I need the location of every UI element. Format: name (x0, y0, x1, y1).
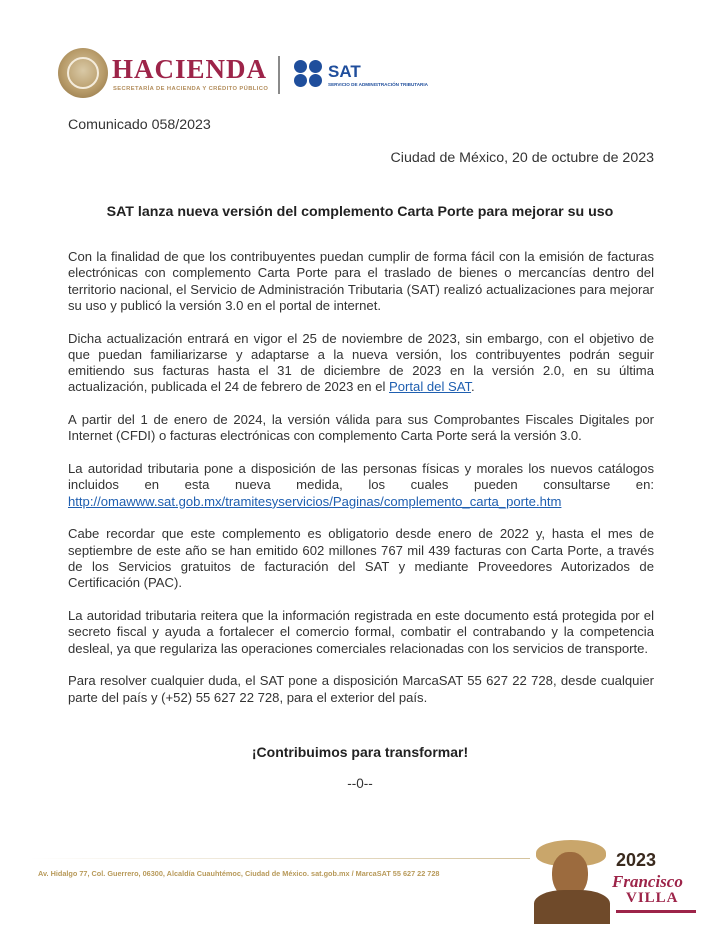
paragraph-6: La autoridad tributaria reitera que la información registrada en este documento está protegida por el secreto fiscal y ayuda a fortalecer el comercio formal, combatir el contrabando y la competencia desleal, ya que regulariza las operaciones comerciales relacionadas con los servicios de transporte. (68, 608, 654, 656)
hacienda-logo-text: HACIENDA (112, 54, 268, 84)
emblem-first-name: Francisco (612, 872, 683, 891)
hacienda-subtitle: SECRETARÍA DE HACIENDA Y CRÉDITO PÚBLICO (113, 86, 269, 92)
press-release-number: Comunicado 058/2023 (68, 117, 211, 133)
paragraph-2: Dicha actualización entrará en vigor el 25 de noviembre de 2023, sin embargo, con el objetivo de que puedan familiarizarse y adaptarse a la nueva versión, los contribuyentes podrán seguir emitiendo sus facturas hasta el 31 de diciembre de 2023 en la versión 2.0, en su última actualización, publicada el 24 de febrero de 2023 en el Portal del SAT. (68, 330, 654, 395)
footer (30, 858, 530, 894)
emblem-last-name: VILLA (626, 890, 679, 906)
paragraph-5: Cabe recordar que este complemento es obligatorio desde enero de 2022 y, hasta el mes de septiembre de este año se han emitido 602 millones 767 mil 439 facturas con Carta Porte, a través de los Servicios gratuitos de facturación del SAT y mediante Proveedores Autorizados de Certificación (PAC). (68, 526, 654, 591)
paragraph-4: La autoridad tributaria pone a disposición de las personas físicas y morales los nuevos catálogos incluidos en esta nueva medida, los cuales pueden consultarse en: http://omawww.sat.gob.mx/tramitesyservicios/Paginas/complemento_carta_porte.htm (68, 461, 654, 509)
paragraph-7: Para resolver cualquier duda, el SAT pone a disposición MarcaSAT 55 627 22 728, desde cualquier parte del país y (+52) 55 627 22 728, para el exterior del país. (68, 673, 654, 705)
place-and-date: Ciudad de México, 20 de octubre de 2023 (390, 150, 654, 166)
end-mark: --0-- (347, 776, 373, 791)
slogan: ¡Contribuimos para transformar! (251, 744, 469, 760)
press-release-body (68, 249, 654, 722)
letterhead (58, 48, 478, 104)
logo-divider (278, 56, 280, 94)
sat-subtitle: SERVICIO DE ADMINISTRACIÓN TRIBUTARIA (328, 82, 428, 87)
paragraph-3: A partir del 1 de enero de 2024, la versión válida para sus Comprobantes Fiscales Digitales por Internet (CFDI) o facturas electrónicas con complemento Carta Porte será la versión 3.0. (68, 412, 654, 444)
paragraph-1: Con la finalidad de que los contribuyentes puedan cumplir de forma fácil con la emisión de facturas electrónicas con complemento Carta Porte para el traslado de bienes o mercancías dentro del territorio nacional, el Servicio de Administración Tributaria (SAT) realizó actualizaciones para mejorar su uso y publicó la versión 3.0 en el portal de internet. (68, 249, 654, 313)
footer-address: Av. Hidalgo 77, Col. Guerrero, 06300, Alcaldía Cuauhtémoc, Ciudad de México. sat.gob.mx / MarcaSAT 55 627 22 728 (38, 869, 440, 878)
emblem-year: 2023 (616, 850, 657, 870)
press-release-title: SAT lanza nueva versión del complemento Carta Porte para mejorar su uso (106, 204, 614, 220)
national-seal-icon (58, 48, 108, 98)
francisco-villa-year-emblem (520, 828, 710, 926)
catalogs-url-link[interactable]: http://omawww.sat.gob.mx/tramitesyservicios/Paginas/complemento_carta_porte.htm (68, 493, 562, 509)
portal-sat-link[interactable]: Portal del SAT (389, 379, 472, 395)
footer-divider (30, 858, 530, 859)
sat-logo-icon (294, 60, 324, 88)
sat-logo-text: SAT (328, 62, 361, 81)
